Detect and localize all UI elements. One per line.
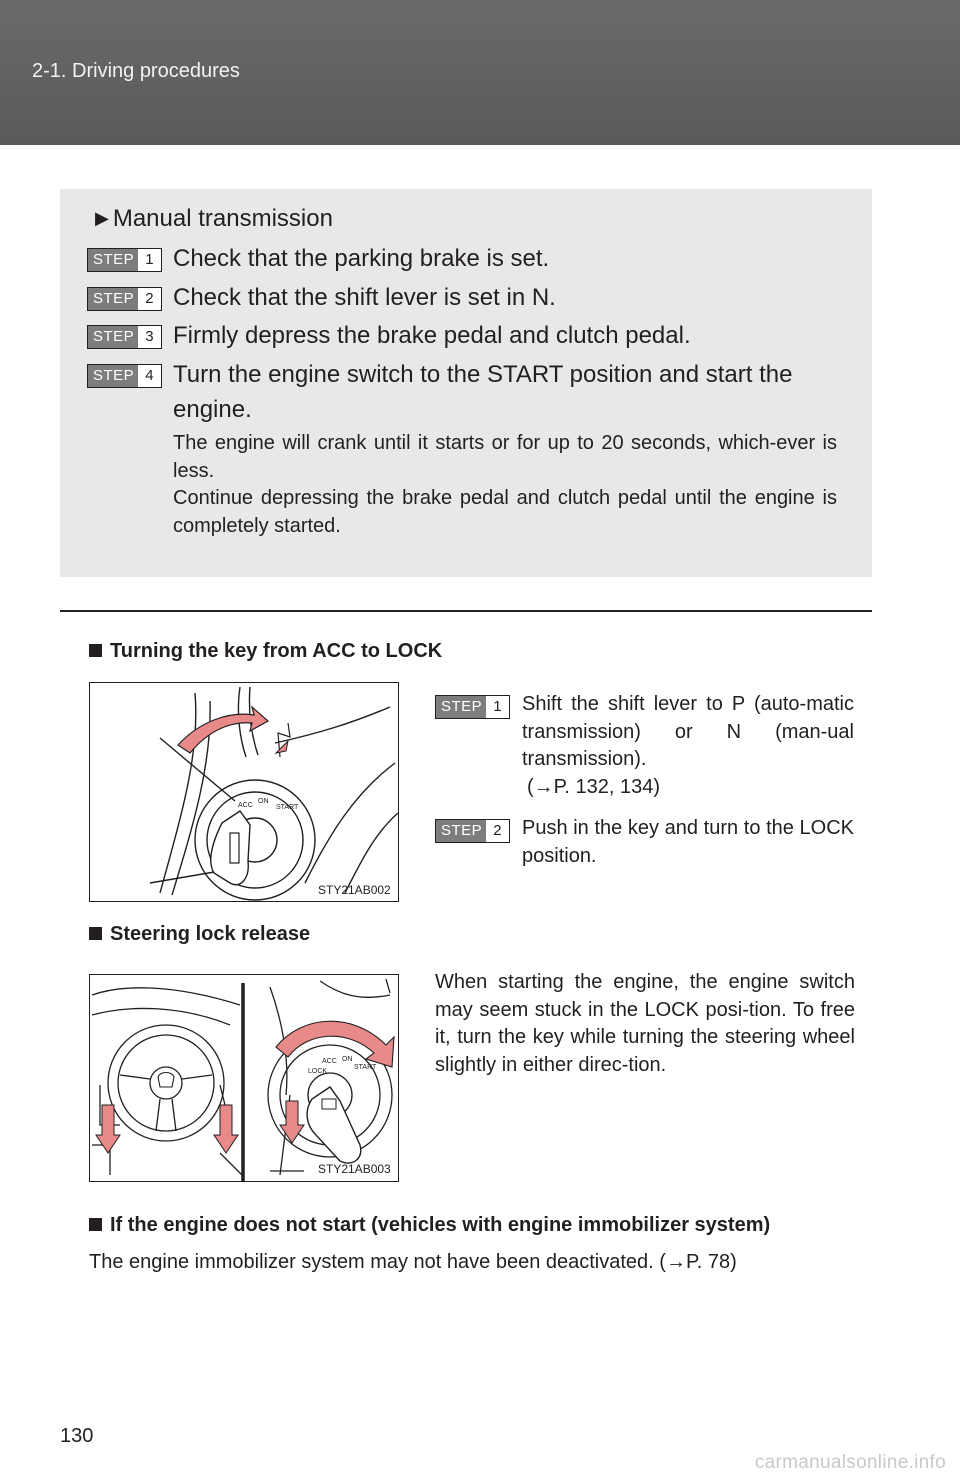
section-heading-engine-not-start bbox=[89, 1214, 770, 1237]
procedure-title bbox=[95, 205, 333, 233]
step-text bbox=[522, 691, 854, 801]
step-badge bbox=[435, 695, 510, 719]
step-badge bbox=[87, 364, 162, 388]
switch-acc-label: ACC bbox=[322, 1058, 337, 1065]
step-badge-word: STEP bbox=[88, 326, 138, 348]
step-badge bbox=[435, 819, 510, 843]
step-text-body: Shift the shift lever to P (auto-matic transmission) or N (man-ual transmission). bbox=[522, 693, 854, 770]
step-badge-number: 4 bbox=[138, 365, 160, 387]
figure-code: STY21AB002 bbox=[318, 883, 391, 897]
step-badge-number: 2 bbox=[486, 820, 508, 842]
key-turn-illustration bbox=[89, 682, 399, 902]
square-bullet-icon bbox=[89, 927, 102, 940]
step-badge-word: STEP bbox=[436, 820, 486, 842]
step-text: Firmly depress the brake pedal and clutch pedal. bbox=[173, 322, 691, 349]
steering-lock-drawing bbox=[90, 975, 399, 1182]
steering-lock-text: When starting the engine, the engine switch may seem stuck in the LOCK posi-tion. To free it, turn the key while turning the steering wheel slightly in either direc-tion. bbox=[435, 971, 855, 1076]
switch-lock-label: LOCK bbox=[308, 1068, 328, 1075]
switch-on-label: ON bbox=[258, 798, 269, 805]
step-badge bbox=[87, 287, 162, 311]
step-badge bbox=[87, 248, 162, 272]
figure-code: STY21AB003 bbox=[318, 1162, 391, 1176]
step-badge-word: STEP bbox=[88, 288, 138, 310]
page-header bbox=[0, 0, 960, 145]
section-heading-text: Turning the key from ACC to LOCK bbox=[110, 640, 443, 662]
engine-not-start-text: The engine immobilizer system may not have been deactivated. (→P. 78) bbox=[89, 1251, 737, 1273]
note-line-2: Continue depressing the brake pedal and clutch pedal until the engine is completely started. bbox=[173, 487, 837, 537]
step-text: Push in the key and turn to the LOCK position. bbox=[522, 817, 854, 867]
chapter-title: 2-1. Driving procedures bbox=[32, 60, 240, 82]
step-text: Turn the engine switch to the START position and start the bbox=[173, 361, 793, 388]
procedure-note bbox=[173, 430, 837, 540]
step-badge-word: STEP bbox=[88, 365, 138, 387]
step-badge-number: 2 bbox=[138, 288, 160, 310]
switch-acc-label: ACC bbox=[238, 802, 253, 809]
switch-on-label: ON bbox=[342, 1056, 353, 1063]
step-text: Check that the parking brake is set. bbox=[173, 245, 550, 272]
page-number: 130 bbox=[60, 1425, 94, 1447]
step-badge-word: STEP bbox=[88, 249, 138, 271]
key-turn-drawing bbox=[90, 683, 399, 902]
step-badge-number: 1 bbox=[486, 696, 508, 718]
step-badge-word: STEP bbox=[436, 696, 486, 718]
note-line-1: The engine will crank until it starts or for up to 20 seconds, which-ever is less. bbox=[173, 432, 837, 482]
step-text: Check that the shift lever is set in N. bbox=[173, 284, 556, 311]
square-bullet-icon bbox=[89, 644, 102, 657]
step-badge-number: 1 bbox=[138, 249, 160, 271]
switch-start-label: START bbox=[276, 804, 299, 811]
triangle-bullet-icon: ▶ bbox=[95, 208, 109, 228]
steering-lock-illustration bbox=[89, 974, 399, 1182]
step-text-continued: engine. bbox=[173, 396, 252, 423]
step-badge-number: 3 bbox=[138, 326, 160, 348]
section-divider bbox=[60, 610, 872, 612]
section-heading-text: If the engine does not start (vehicles with engine immobilizer system) bbox=[110, 1214, 771, 1236]
procedure-title-text: Manual transmission bbox=[112, 205, 333, 232]
section-heading-text: Steering lock release bbox=[110, 923, 311, 945]
watermark: carmanualsonline.info bbox=[754, 1452, 946, 1473]
switch-start-label: START bbox=[354, 1064, 377, 1071]
square-bullet-icon bbox=[89, 1218, 102, 1231]
section-heading-steering-lock bbox=[89, 923, 310, 946]
section-heading-acc-to-lock bbox=[89, 640, 442, 663]
page-reference: (→P. 132, 134) bbox=[527, 775, 661, 798]
step-badge bbox=[87, 325, 162, 349]
